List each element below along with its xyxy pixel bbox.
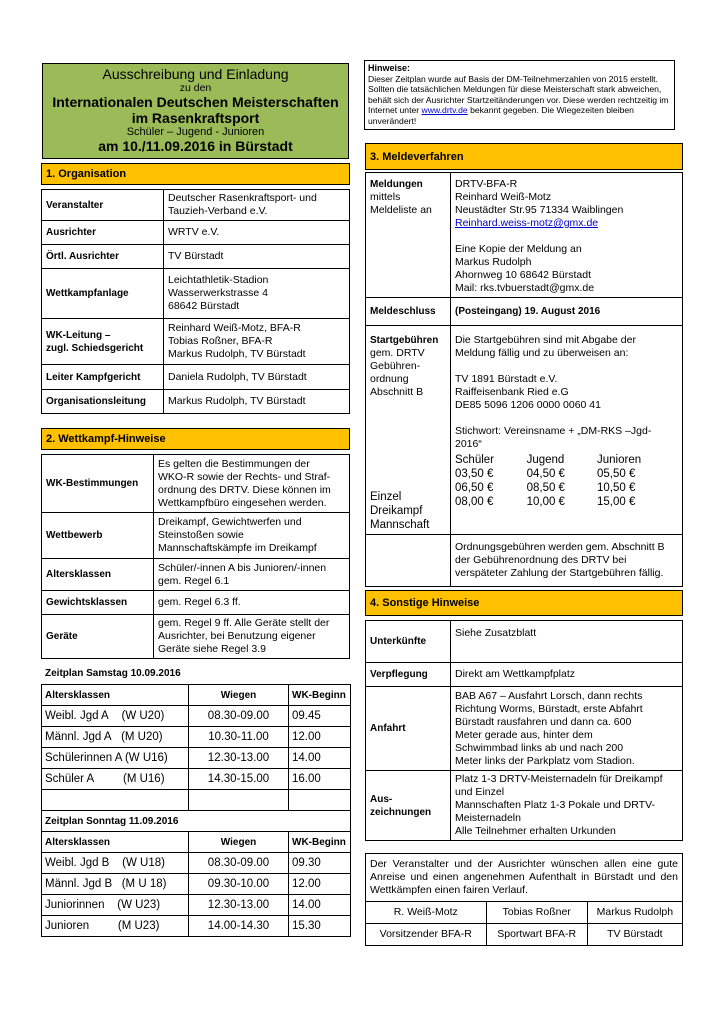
fees-table: Schüler Jugend Junioren 03,50 € 04,50 € 05,50 € 06,50 € 08,50 € 10,50 € 08,00 € 10,00 € 15,00 € — [455, 454, 642, 508]
ordnung-text: Ordnungsgebühren werden gem. Abschnitt B der Gebührenordnung des DRTV bei verspäteter Zahlung der Startgebühren fällig. — [451, 535, 683, 587]
wk-value: gem. Regel 9 ff. Alle Geräte stellt der Ausrichter, bei Benutzung eigener Geräte siehe Regel 3.9 — [154, 615, 350, 659]
table-row: Schülerinnen A (W U16) 12.30-13.00 14.00 — [42, 748, 351, 769]
section-meldeverfahren: 3. Meldeverfahren — [365, 143, 683, 170]
wk-label: Wettbewerb — [42, 513, 154, 559]
table-row: Weibl. Jgd B (W U18) 08.30-09.00 09.30 — [42, 853, 351, 874]
org-label: WK-Leitung – zugl. Schiedsgericht — [42, 319, 164, 365]
zp-header: WK-Beginn — [289, 832, 351, 853]
startgeb-label-cell: Startgebühren gem. DRTV Gebühren- ordnung Abschnitt B Einzel Dreikampf Mannschaft — [366, 326, 451, 535]
sonstige-value: Direkt am Wettkampfplatz — [451, 663, 683, 687]
org-label: Örtl. Ausrichter — [42, 245, 164, 269]
org-value: Markus Rudolph, TV Bürstadt — [164, 390, 350, 414]
signer-name: R. Weiß-Motz — [366, 902, 487, 924]
wk-label: Altersklassen — [42, 559, 154, 591]
fee-row-label: Einzel — [370, 491, 402, 503]
zeitplan-sonntag-title: Zeitplan Sonntag 11.09.2016 — [42, 811, 351, 832]
zp-header: Altersklassen — [42, 685, 189, 706]
zp-header: Wiegen — [189, 832, 289, 853]
hinweise-heading: Hinweise: — [368, 63, 411, 73]
meldeschluss-label: Meldeschluss — [366, 298, 451, 326]
table-row: Männl. Jgd A (M U20) 10.30-11.00 12.00 — [42, 727, 351, 748]
org-value: Leichtathletik-Stadion Wasserwerkstrasse 4 68642 Bürstadt — [164, 269, 350, 319]
org-label: Leiter Kampfgericht — [42, 365, 164, 390]
section-sonstige: 4. Sonstige Hinweise — [365, 590, 683, 616]
zp-header: Wiegen — [189, 685, 289, 706]
wettkampf-table — [41, 454, 350, 659]
org-label: Ausrichter — [42, 221, 164, 245]
meldungen-value-cell: DRTV-BFA-R Reinhard Weiß-Motz Neustädter Str.95 71334 Waiblingen Reinhard.weiss-motz@gmx.de Eine Kopie der Meldung an Markus Rudolph Ahornweg 10 68642 Bürstadt Mail: rks.tvbuerstadt@gmx.de — [451, 173, 683, 298]
org-label: Organisationsleitung — [42, 390, 164, 414]
wk-value: Schüler/-innen A bis Junioren/-innen gem. Regel 6.1 — [154, 559, 350, 591]
org-label: Veranstalter — [42, 190, 164, 221]
organisation-table — [41, 189, 350, 414]
startgeb-value-cell: Die Startgebühren sind mit Abgabe der Meldung fällig und zu überweisen an: TV 1891 Bürstadt e.V. Raiffeisenbank Ried e.G DE85 5096 1206 0000 0060 41 Stichwort: Vereinsname + „DM-RKS –Jgd- 2016“ Schüler Jugend Junioren 03,50 € 04,50 € 05,50 € 06,50 € 08,50 € 10,50 € 08,00 € 10,00 € 15,00 € — [451, 326, 683, 535]
title-line4: im Rasenkraftsport — [131, 110, 260, 126]
fee-row-label: Dreikampf — [370, 505, 423, 517]
table-row: Schüler A (M U16) 14.30-15.00 16.00 — [42, 769, 351, 790]
sonstige-label: Anfahrt — [366, 687, 451, 771]
signer-name: Tobias Roßner — [486, 902, 587, 924]
sonstige-value: BAB A67 – Ausfahrt Lorsch, dann rechts Richtung Worms, Bürstadt, erste Abfahrt Bürstadt rausfahren und dann ca. 600 Meter gerade aus, hinter dem Schwimmbad links ab und nach 200 Meter links der Parkplatz vom Stadion. — [451, 687, 683, 771]
title-line5: Schüler – Jugend - Junioren — [126, 126, 265, 138]
signer-role: TV Bürstadt — [587, 924, 682, 946]
drtv-link[interactable]: www.drtv.de — [421, 105, 468, 115]
signer-role: Sportwart BFA-R — [486, 924, 587, 946]
wk-value: Dreikampf, Gewichtwerfen und Steinstoßen sowie Mannschaftskämpfe im Dreikampf — [154, 513, 350, 559]
title-box — [42, 63, 349, 159]
org-value: Daniela Rudolph, TV Bürstadt — [164, 365, 350, 390]
meldeschluss-value: (Posteingang) 19. August 2016 — [451, 298, 683, 326]
table-row: Junioren (M U23) 14.00-14.30 15.30 — [42, 916, 351, 937]
wk-label: Geräte — [42, 615, 154, 659]
sonstige-label: Aus- zeichnungen — [366, 771, 451, 841]
meldeverfahren-table — [365, 172, 683, 587]
closing-text: Der Veranstalter und der Ausrichter wünschen allen eine gute Anreise und einen angenehmen Aufenthalt in Bürstadt und den Wettkämpfen einen fairen Verlauf. — [366, 854, 683, 902]
title-line2: zu den — [179, 82, 212, 94]
wk-label: WK-Bestimmungen — [42, 455, 154, 513]
closing-table — [365, 853, 683, 946]
org-value: Reinhard Weiß-Motz, BFA-R Tobias Roßner, BFA-R Markus Rudolph, TV Bürstadt — [164, 319, 350, 365]
sonstige-table — [365, 620, 683, 841]
wk-label: Gewichtsklassen — [42, 591, 154, 615]
title-line6: am 10./11.09.2016 in Bürstadt — [98, 138, 293, 154]
org-value: TV Bürstadt — [164, 245, 350, 269]
org-value: WRTV e.V. — [164, 221, 350, 245]
title-line1: Ausschreibung und Einladung — [102, 66, 289, 82]
zp-header: Altersklassen — [42, 832, 189, 853]
zeitplan-table — [41, 684, 351, 937]
org-value: Deutscher Rasenkraftsport- und Tauzieh-Verband e.V. — [164, 190, 350, 221]
org-label: Wettkampfanlage — [42, 269, 164, 319]
sonstige-label: Unterkünfte — [366, 621, 451, 663]
meldungen-label-cell: Meldungen mittels Meldeliste an — [366, 173, 451, 298]
zp-header: WK-Beginn — [289, 685, 351, 706]
wk-value: gem. Regel 6.3 ff. — [154, 591, 350, 615]
fee-row-label: Mannschaft — [370, 519, 430, 531]
hinweise-box — [364, 60, 675, 130]
hinweise-text1: Dieser Zeitplan wurde auf Basis der DM-Teilnehmerzahlen von 2015 erstellt. Sollten die tatsächlichen Meldungen für diese Meisterschaft stark abweichen, behält sich der Ausrichter Startzeitänderungen vor. Diese werden rechtzeitig im Internet unter — [368, 73, 669, 115]
zeitplan-samstag-title: Zeitplan Samstag 10.09.2016 — [45, 668, 181, 679]
section-organisation: 1. Organisation — [41, 163, 350, 185]
signer-name: Markus Rudolph — [587, 902, 682, 924]
table-row: Juniorinnen (W U23) 12.30-13.00 14.00 — [42, 895, 351, 916]
wk-value: Es gelten die Bestimmungen der WKO-R sowie der Rechts- und Straf- ordnung des DRTV. Diese können im Wettkampfbüro eingesehen werden. — [154, 455, 350, 513]
email-link[interactable]: Reinhard.weiss-motz@gmx.de — [455, 217, 599, 229]
section-wettkampf: 2. Wettkampf-Hinweise — [41, 428, 350, 450]
hinweise-text2: bekannt gegeben. Die Wiegezeiten bleiben unverändert! — [368, 105, 634, 126]
table-row: Männl. Jgd B (M U 18) 09.30-10.00 12.00 — [42, 874, 351, 895]
signer-role: Vorsitzender BFA-R — [366, 924, 487, 946]
table-row: Weibl. Jgd A (W U20) 08.30-09.00 09.45 — [42, 706, 351, 727]
sonstige-label: Verpflegung — [366, 663, 451, 687]
sonstige-value: Siehe Zusatzblatt — [451, 621, 683, 663]
sonstige-value: Platz 1-3 DRTV-Meisternadeln für Dreikampf und Einzel Mannschaften Platz 1-3 Pokale und DRTV- Meisternadeln Alle Teilnehmer erhalten Urkunden — [451, 771, 683, 841]
title-line3: Internationalen Deutschen Meisterschaften — [52, 94, 339, 110]
